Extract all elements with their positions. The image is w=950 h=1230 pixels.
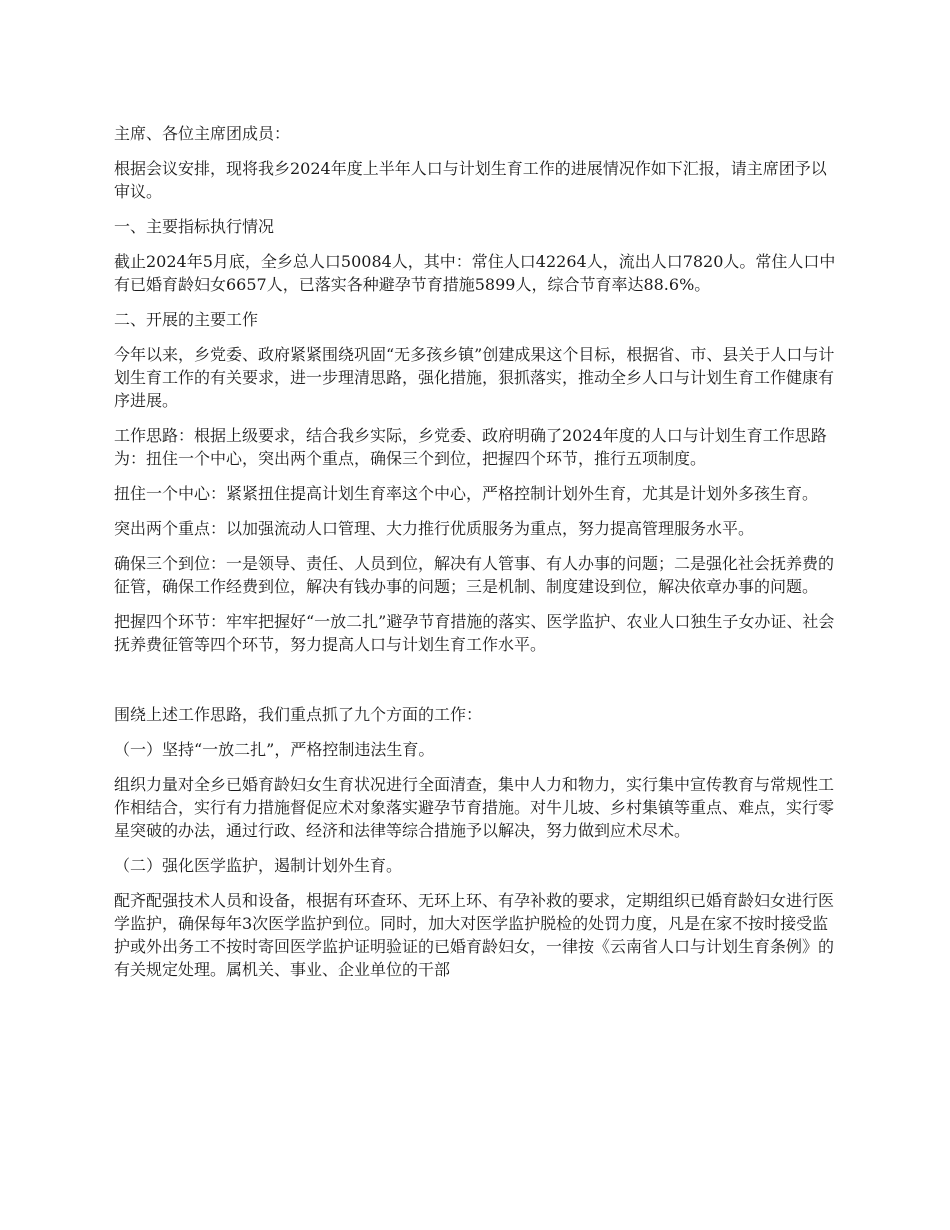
subheading-1: （一）坚持“一放二扎”，严格控制违法生育。: [114, 740, 435, 759]
salutation: 主席、各位主席团成员：: [114, 124, 291, 143]
one-center-paragraph: 扭住一个中心：紧紧扭住提高计划生育率这个中心，严格控制计划外生育，尤其是计划外多孩生育。: [114, 484, 819, 503]
section-heading-1: 一、主要指标执行情况: [114, 217, 275, 236]
three-guarantees-paragraph: 确保三个到位：一是领导、责任、人员到位，解决有人管事、有人办事的问题；二是强化社会抚养费的征管，确保工作经费到位，解决有钱办事的问题；三是机制、制度建设到位，解决依章办事的问题。: [114, 554, 835, 596]
document-page: [114, 122, 842, 993]
section-gap: [114, 668, 842, 703]
intro-paragraph: 根据会议安排，现将我乡2024年度上半年人口与计划生育工作的进展情况作如下汇报，请主席团予以审议。: [114, 159, 827, 201]
four-links-paragraph: 把握四个环节：牢牢把握好“一放二扎”避孕节育措施的落实、医学监护、农业人口独生子女办证、社会抚养费征管等四个环节，努力提高人口与计划生育工作水平。: [114, 612, 835, 654]
section-heading-2: 二、开展的主要工作: [114, 310, 259, 329]
indicators-paragraph: 截止2024年5月底，全乡总人口50084人，其中：常住人口42264人，流出人口7820人。常住人口中有已婚育龄妇女6657人，已落实各种避孕节育措施5899人，综合节育率达88.6%。: [114, 252, 836, 294]
overview-paragraph: 今年以来，乡党委、政府紧紧围绕巩固“无多孩乡镇”创建成果这个目标，根据省、市、县关于人口与计划生育工作的有关要求，进一步理清思路，强化措施，狠抓落实，推动全乡人口与计划生育工作健康有序进展。: [114, 345, 835, 410]
subsection-2-paragraph: 配齐配强技术人员和设备，根据有环查环、无环上环、有孕补救的要求，定期组织已婚育龄妇女进行医学监护，确保每年3次医学监护到位。同时，加大对医学监护脱检的处罚力度，凡是在家不按时接受监护或外出务工不按时寄回医学监护证明验证的已婚育龄妇女，一律按《云南省人口与计划生育条例》的有关规定处理。属机关、事业、企业单位的干部: [114, 891, 835, 979]
two-priorities-paragraph: 突出两个重点：以加强流动人口管理、大力推行优质服务为重点，努力提高管理服务水平。: [114, 519, 755, 538]
subheading-2: （二）强化医学监护，遏制计划外生育。: [114, 856, 403, 875]
work-approach-paragraph: 工作思路：根据上级要求，结合我乡实际，乡党委、政府明确了2024年度的人口与计划生育工作思路为：扭住一个中心，突出两个重点，确保三个到位，把握四个环节，推行五项制度。: [114, 426, 827, 468]
nine-aspects-intro: 围绕上述工作思路，我们重点抓了九个方面的工作：: [114, 705, 483, 724]
subsection-1-paragraph: 组织力量对全乡已婚育龄妇女生育状况进行全面清查，集中人力和物力，实行集中宣传教育与常规性工作相结合，实行有力措施督促应术对象落实避孕节育措施。对牛儿坡、乡村集镇等重点、难点，实行零星突破的办法，通过行政、经济和法律等综合措施予以解决，努力做到应术尽术。: [114, 775, 835, 840]
